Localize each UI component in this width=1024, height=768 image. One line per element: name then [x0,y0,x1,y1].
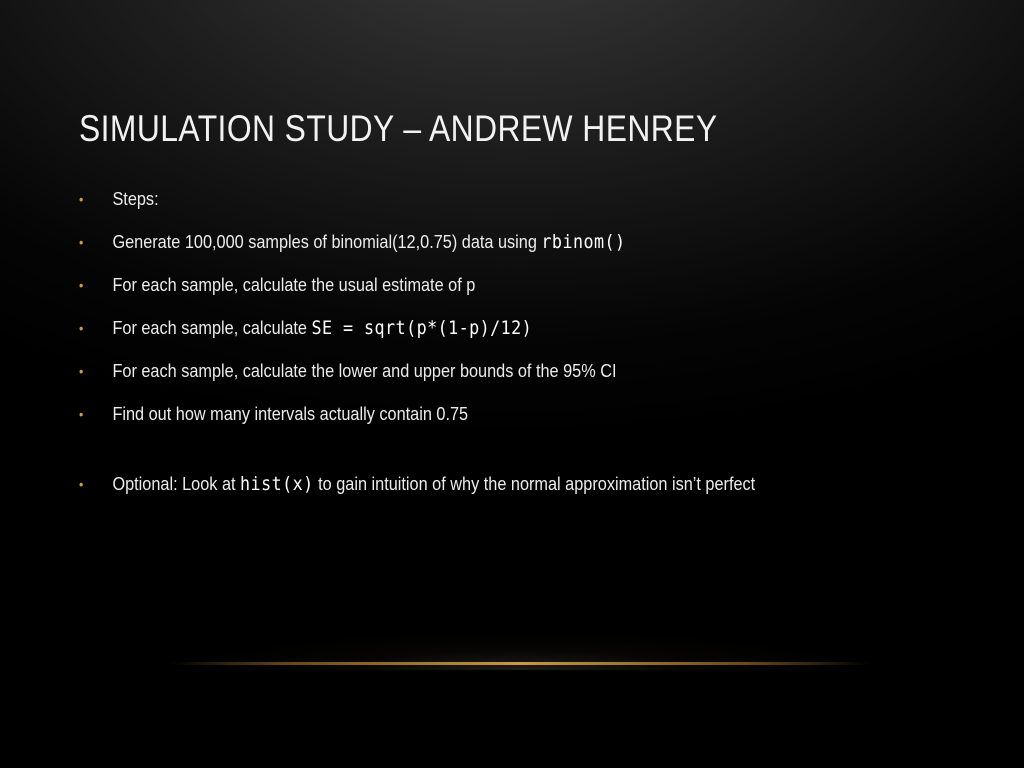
bullet-icon: • [79,476,84,492]
bullet-text: For each sample, calculate [112,317,312,338]
bullet-item-se [79,315,957,341]
bullet-item-steps [79,186,957,212]
code-snippet: SE = sqrt(p*(1-p)/12) [311,317,533,339]
bullet-icon: • [79,277,84,293]
bullet-text-after: to gain intuition of why the normal approximation isn’t perfect [313,473,756,494]
code-snippet: rbinom() [541,231,626,253]
bullet-icon: • [79,191,84,207]
bullet-icon: • [79,363,84,379]
floor-glow [180,600,860,670]
code-snippet: hist(x) [240,473,314,495]
bullet-item-generate [79,229,957,255]
slide-title: SIMULATION STUDY – ANDREW HENREY [79,108,718,149]
bullet-icon: • [79,406,84,422]
bullet-text: Steps: [112,188,159,209]
bullet-text: Optional: Look at [112,473,241,494]
bullet-item-estimate [79,272,957,298]
bullet-icon: • [79,234,84,250]
gold-divider-line [170,662,870,665]
bullet-item-optional [79,471,957,497]
bullet-text: For each sample, calculate the lower and upper bounds of the 95% CI [112,360,617,381]
bullet-icon: • [79,320,84,336]
bullet-text: Find out how many intervals actually contain 0.75 [112,403,469,424]
bullet-text: Generate 100,000 samples of binomial(12,0.75) data using [112,231,542,252]
bullet-list [79,186,939,514]
bullet-text: For each sample, calculate the usual estimate of p [112,274,476,295]
bullet-item-bounds [79,358,957,384]
bullet-item-count [79,401,957,427]
